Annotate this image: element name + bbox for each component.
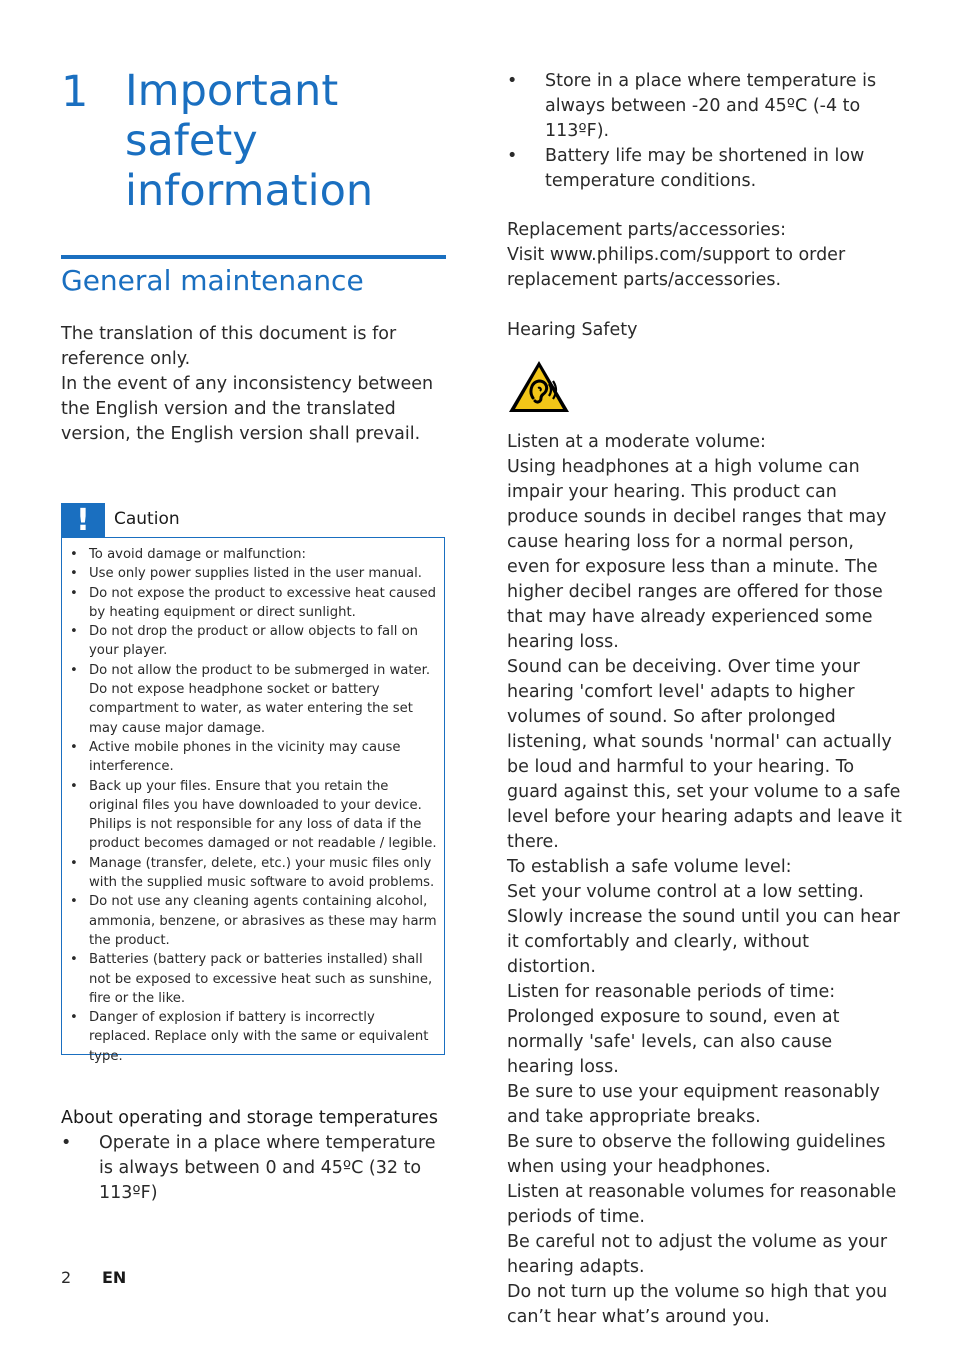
hearing-paragraph: Prolonged exposure to sound, even at normally 'safe' levels, can also cause hearing loss.: [507, 1007, 840, 1077]
temperature-heading: About operating and storage temperatures: [61, 1108, 438, 1128]
temperature-item: • Battery life may be shortened in low temperature conditions.: [507, 144, 887, 194]
chapter-number: 1: [61, 67, 89, 117]
hearing-paragraph: Slowly increase the sound until you can hear it comfortably and clearly, without distortion.: [507, 907, 900, 977]
hearing-paragraph: Sound can be deceiving. Over time your hearing 'comfort level' adapts to higher volumes of sound. So after prolonged listening, what sounds 'normal' can actually be loud and harmful to your hearing. To guard against this, set your volume to a safe level before your hearing adapts and leave it there.: [507, 657, 902, 852]
caution-label: Caution: [114, 509, 180, 529]
intro-paragraph: In the event of any inconsistency between the English version and the translated version, the English version shall prevail.: [61, 374, 434, 444]
hearing-paragraph: Set your volume control at a low setting.: [507, 882, 864, 902]
caution-list: [70, 545, 438, 1066]
listen-heading: Listen at a moderate volume:: [507, 432, 766, 452]
language-code: EN: [102, 1268, 127, 1287]
intro-paragraph: The translation of this document is for reference only.: [61, 324, 397, 369]
hearing-warning-icon: [507, 358, 571, 414]
caution-item: • Back up your files. Ensure that you retain the original files you have downloaded to your device. Philips is not responsible for any loss of data if the product becomes damaged or not readable / legible.: [70, 777, 438, 854]
hearing-body: [507, 455, 902, 1330]
hearing-paragraph: To establish a safe volume level:: [507, 857, 792, 877]
chapter-title: Important safety information: [125, 66, 374, 216]
hearing-paragraph: Be sure to use your equipment reasonably and take appropriate breaks.: [507, 1082, 880, 1127]
caution-item: • Do not drop the product or allow objects to fall on your player.: [70, 622, 438, 661]
hearing-safety-heading: Hearing Safety: [507, 320, 638, 340]
section-rule: [61, 255, 446, 259]
page-number: 2: [61, 1268, 72, 1287]
replacement-heading: Replacement parts/accessories:: [507, 220, 786, 240]
caution-item: • Manage (transfer, delete, etc.) your music files only with the supplied music software to avoid problems.: [70, 854, 438, 893]
hearing-paragraph: Do not turn up the volume so high that you can’t hear what’s around you.: [507, 1282, 888, 1327]
caution-item: • Active mobile phones in the vicinity may cause interference.: [70, 738, 438, 777]
hearing-paragraph: Be sure to observe the following guidelines when using your headphones.: [507, 1132, 886, 1177]
hearing-paragraph: Using headphones at a high volume can impair your hearing. This product can produce sounds in decibel ranges that may cause hearing loss for a normal person, even for exposure less than a minute. The higher decibel ranges are offered for those that may have already experienced some hearing loss.: [507, 457, 887, 652]
caution-item: • Danger of explosion if battery is incorrectly replaced. Replace only with the same or equivalent type.: [70, 1008, 438, 1066]
intro-text: [61, 322, 446, 447]
caution-item: • Do not use any cleaning agents containing alcohol, ammonia, benzene, or abrasives as these may harm the product.: [70, 892, 438, 950]
exclamation-icon: !: [61, 503, 105, 538]
caution-item: • To avoid damage or malfunction:: [70, 545, 438, 564]
temperature-item: • Store in a place where temperature is always between -20 and 45ºC (-4 to 113ºF).: [507, 69, 887, 144]
section-title: General maintenance: [61, 264, 364, 297]
caution-item: • Do not allow the product to be submerged in water. Do not expose headphone socket or battery compartment to water, as water entering the set may cause major damage.: [70, 661, 438, 738]
storage-temperature-list: [507, 69, 887, 194]
hearing-paragraph: Be careful not to adjust the volume as your hearing adapts.: [507, 1232, 888, 1277]
temperature-list: [61, 1131, 451, 1206]
replacement-text: Visit www.philips.com/support to order replacement parts/accessories.: [507, 245, 846, 290]
caution-item: • Do not expose the product to excessive heat caused by heating equipment or direct sunlight.: [70, 584, 438, 623]
hearing-paragraph: Listen at reasonable volumes for reasonable periods of time.: [507, 1182, 897, 1227]
hearing-paragraph: Listen for reasonable periods of time:: [507, 982, 836, 1002]
temperature-item: • Operate in a place where temperature is always between 0 and 45ºC (32 to 113ºF): [61, 1131, 451, 1206]
caution-item: • Batteries (battery pack or batteries installed) shall not be exposed to excessive heat such as sunshine, fire or the like.: [70, 950, 438, 1008]
caution-item: • Use only power supplies listed in the user manual.: [70, 564, 438, 583]
